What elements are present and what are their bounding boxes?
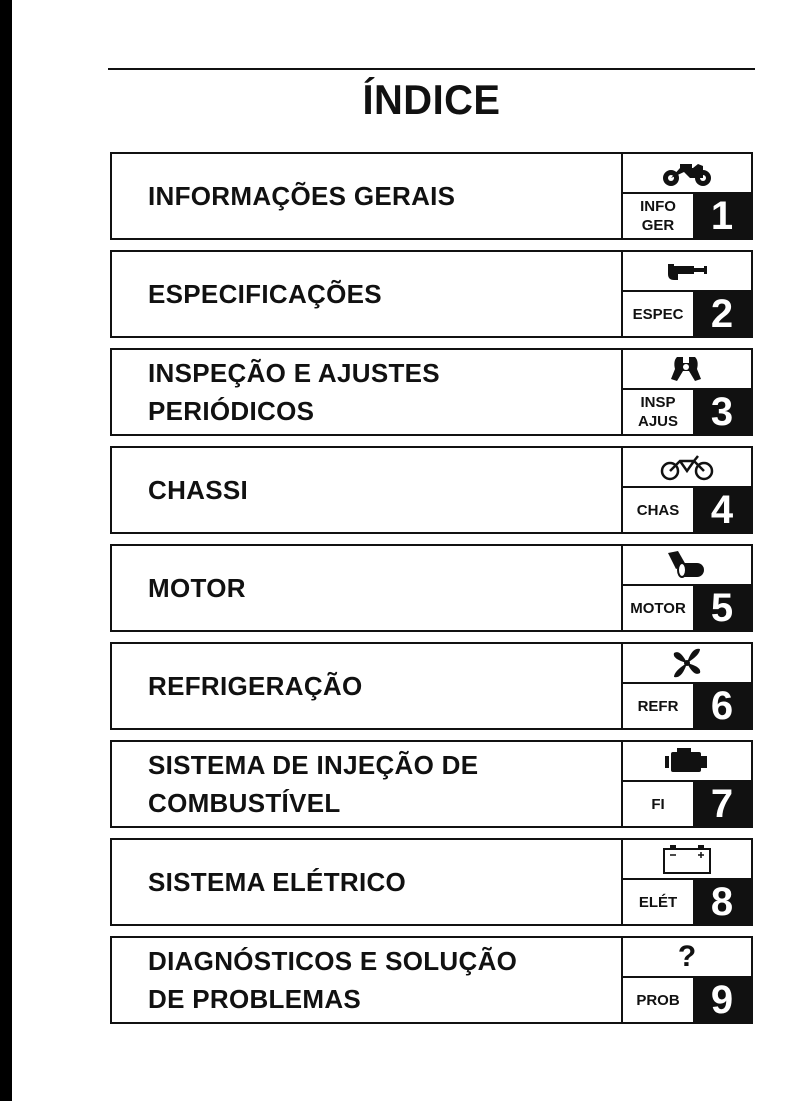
section-title: INSPEÇÃO E AJUSTES PERIÓDICOS <box>148 358 440 426</box>
section-tab[interactable] <box>621 252 751 336</box>
section-tab[interactable] <box>621 154 751 238</box>
section-info-gerais[interactable] <box>110 152 753 240</box>
section-title: DIAGNÓSTICOS E SOLUÇÃO DE PROBLEMAS <box>148 946 518 1014</box>
section-especificacoes[interactable] <box>110 250 753 338</box>
section-number: 5 <box>693 586 751 630</box>
section-motor[interactable] <box>110 544 753 632</box>
section-number: 1 <box>693 194 751 238</box>
section-chassi[interactable] <box>110 446 753 534</box>
section-abbr: CHAS <box>636 501 680 519</box>
section-tab[interactable] <box>621 448 751 532</box>
section-refrigeracao[interactable] <box>110 642 753 730</box>
section-number: 3 <box>693 390 751 434</box>
motorcycle-icon <box>623 154 751 194</box>
section-tab[interactable] <box>621 840 751 924</box>
section-abbr: REFR <box>637 697 679 715</box>
question-icon: ? <box>623 938 751 978</box>
section-abbr: INSP AJUS <box>637 394 678 430</box>
engine-block-icon <box>623 742 751 782</box>
section-number: 6 <box>693 684 751 728</box>
section-abbr: PROB <box>636 991 680 1009</box>
section-number: 2 <box>693 292 751 336</box>
section-tab[interactable] <box>621 742 751 826</box>
section-number: 8 <box>693 880 751 924</box>
section-diagnosticos[interactable] <box>110 936 753 1024</box>
section-inspecao-ajustes[interactable] <box>110 348 753 436</box>
bicycle-frame-icon <box>623 448 751 488</box>
section-injecao-combustivel[interactable] <box>110 740 753 828</box>
section-number: 9 <box>693 978 751 1022</box>
battery-icon <box>623 840 751 880</box>
wrench-icon <box>623 350 751 390</box>
section-title: REFRIGERAÇÃO <box>148 671 363 701</box>
section-title: ESPECIFICAÇÕES <box>148 279 382 309</box>
section-title: CHASSI <box>148 475 249 505</box>
section-abbr: MOTOR <box>630 599 686 617</box>
section-abbr: INFO GER <box>640 198 676 234</box>
section-abbr: ELÉT <box>638 893 678 911</box>
page-title: ÍNDICE <box>362 76 501 123</box>
section-title: INFORMAÇÕES GERAIS <box>148 181 456 211</box>
section-tab[interactable] <box>621 350 751 434</box>
section-abbr: ESPEC <box>632 305 684 323</box>
section-number: 7 <box>693 782 751 826</box>
section-abbr: FI <box>651 795 665 813</box>
engine-cylinder-icon <box>623 546 751 586</box>
section-title: MOTOR <box>148 573 246 603</box>
section-sistema-eletrico[interactable] <box>110 838 753 926</box>
section-number: 4 <box>693 488 751 532</box>
top-rule <box>108 68 755 70</box>
section-title: SISTEMA DE INJEÇÃO DE COMBUSTÍVEL <box>148 750 479 818</box>
section-tab[interactable] <box>621 546 751 630</box>
page-edge-bar <box>0 0 12 1101</box>
section-tab[interactable] <box>621 644 751 728</box>
section-tab[interactable] <box>621 938 751 1022</box>
caliper-icon <box>623 252 751 292</box>
fan-icon <box>623 644 751 684</box>
section-title: SISTEMA ELÉTRICO <box>148 867 407 897</box>
